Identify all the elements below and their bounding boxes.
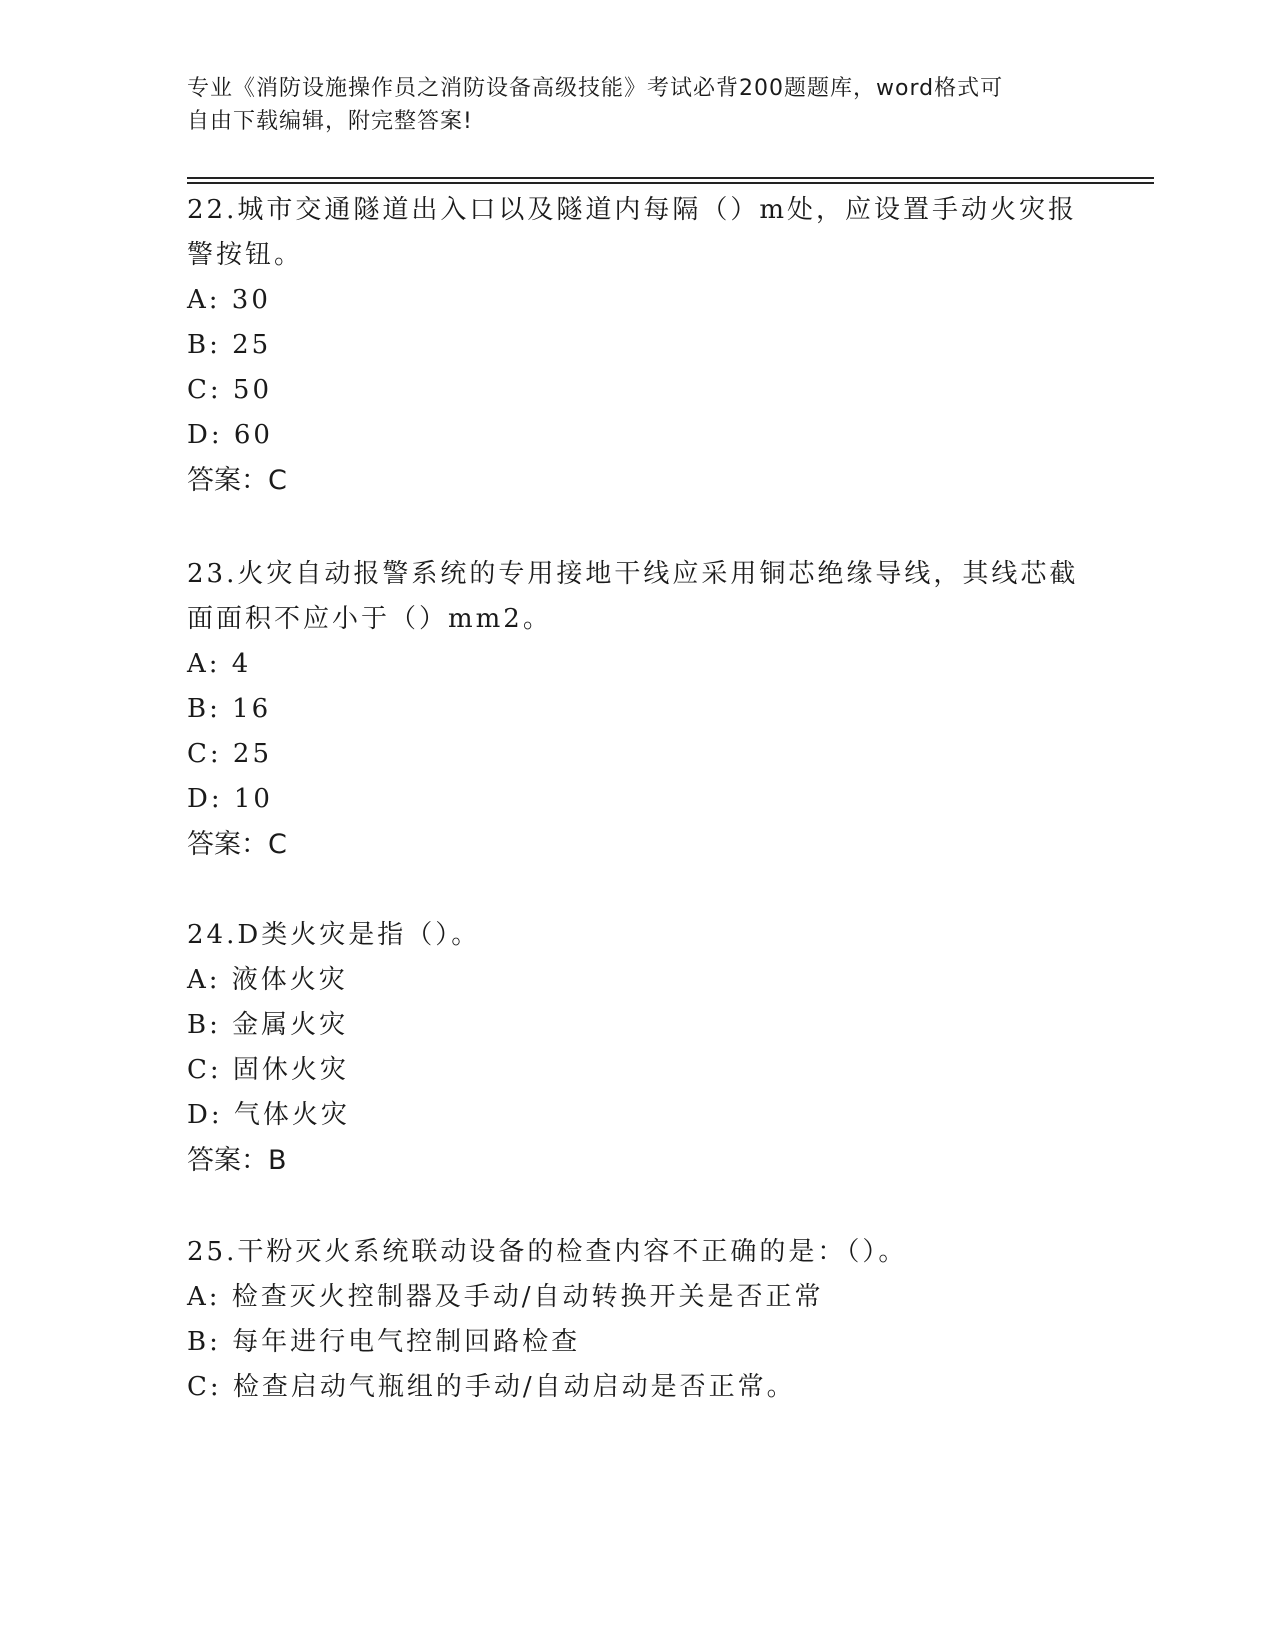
option-b: B: 每年进行电气控制回路检查 bbox=[187, 1327, 581, 1357]
option-c: C: 50 bbox=[187, 375, 273, 405]
answer-line: 答案：B bbox=[187, 1145, 287, 1176]
question-22 bbox=[187, 188, 1087, 503]
option-a: A: 检查灭火控制器及手动/自动转换开关是否正常 bbox=[187, 1282, 824, 1312]
question-24 bbox=[187, 913, 1087, 1183]
header-divider-top bbox=[187, 177, 1154, 179]
option-c: C: 检查启动气瓶组的手动/自动启动是否正常。 bbox=[187, 1372, 796, 1402]
option-c: C: 25 bbox=[187, 739, 273, 769]
header-divider-bottom bbox=[187, 182, 1154, 184]
answer-line: 答案：C bbox=[187, 829, 287, 860]
question-stem: 24.D类火灾是指（）。 bbox=[187, 920, 481, 950]
option-d: D: 气体火灾 bbox=[187, 1100, 350, 1130]
question-25 bbox=[187, 1230, 1087, 1410]
header-line-1: 专业《消防设施操作员之消防设备高级技能》考试必背200题题库，word格式可 bbox=[187, 76, 1004, 101]
option-b: B: 16 bbox=[187, 694, 272, 724]
option-d: D: 10 bbox=[187, 784, 273, 814]
document-header bbox=[187, 72, 1067, 138]
question-stem: 22.城市交通隧道出入口以及隧道内每隔（）m处，应设置手动火灾报警按钮。 bbox=[187, 195, 1078, 270]
option-d: D: 60 bbox=[187, 420, 273, 450]
option-a: A: 4 bbox=[187, 649, 252, 679]
question-stem: 25.干粉灭火系统联动设备的检查内容不正确的是：（）。 bbox=[187, 1237, 908, 1267]
option-a: A: 液体火灾 bbox=[187, 965, 348, 995]
question-23 bbox=[187, 552, 1087, 867]
header-line-2: 自由下载编辑，附完整答案! bbox=[187, 109, 473, 134]
question-stem: 23.火灾自动报警系统的专用接地干线应采用铜芯绝缘导线，其线芯截面面积不应小于（）mm2。 bbox=[187, 559, 1079, 634]
option-b: B: 金属火灾 bbox=[187, 1010, 349, 1040]
option-a: A: 30 bbox=[187, 285, 271, 315]
option-c: C: 固休火灾 bbox=[187, 1055, 349, 1085]
answer-line: 答案：C bbox=[187, 465, 287, 496]
option-b: B: 25 bbox=[187, 330, 272, 360]
